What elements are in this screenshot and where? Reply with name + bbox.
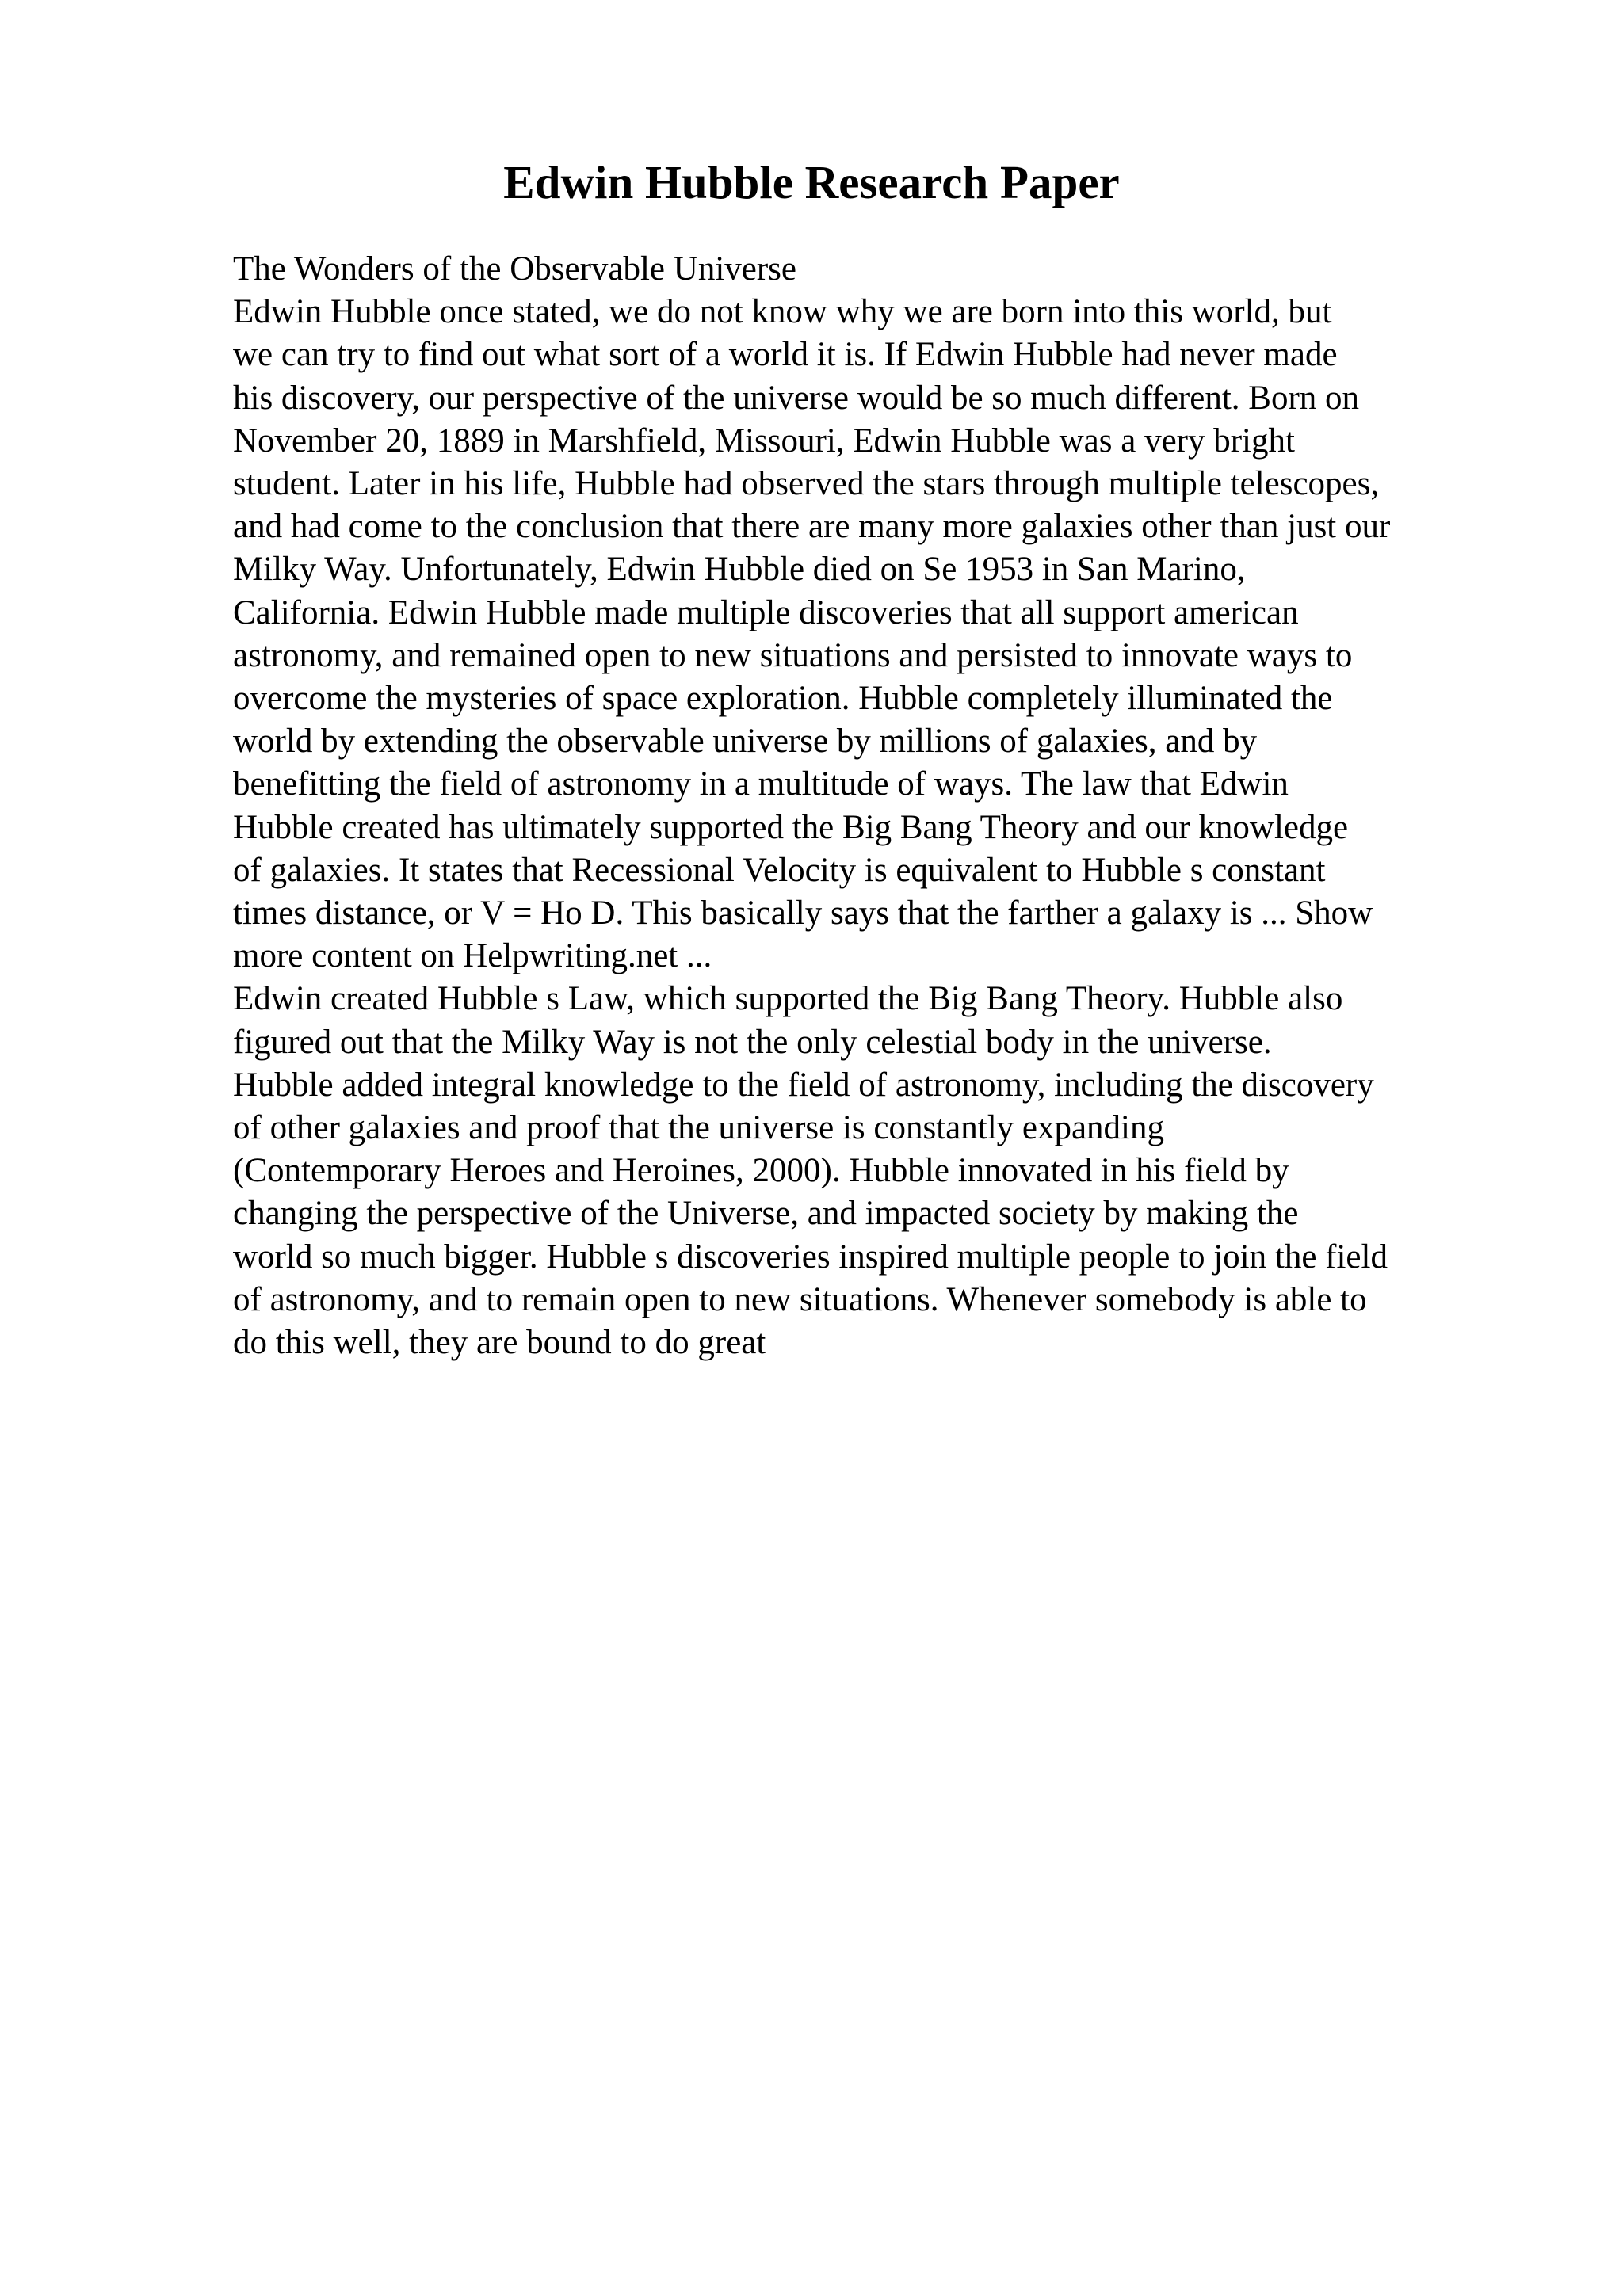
text-line: we can try to find out what sort of a world it is. If Edwin Hubble had never made (233, 336, 1338, 374)
text-line: of astronomy, and to remain open to new situations. Whenever somebody is able to (233, 1280, 1367, 1318)
text-line: benefitting the field of astronomy in a multitude of ways. The law that Edwin (233, 765, 1289, 803)
text-line: of galaxies. It states that Recessional Velocity is equivalent to Hubble s constant (233, 851, 1326, 889)
text-line: changing the perspective of the Universe, and impacted society by making the (233, 1195, 1299, 1233)
text-line: Edwin Hubble once stated, we do not know why we are born into this world, but (233, 293, 1332, 331)
text-line: world so much bigger. Hubble s discoveries inspired multiple people to join the field (233, 1238, 1388, 1276)
body-text (233, 248, 1517, 1364)
text-line: student. Later in his life, Hubble had observed the stars through multiple telescopes, (233, 465, 1380, 503)
text-line: Edwin created Hubble s Law, which supported the Big Bang Theory. Hubble also (233, 980, 1343, 1018)
text-line: The Wonders of the Observable Universe (233, 250, 796, 288)
text-line: Milky Way. Unfortunately, Edwin Hubble died on Se 1953 in San Marino, (233, 551, 1246, 589)
text-line: Hubble added integral knowledge to the field of astronomy, including the discovery (233, 1066, 1374, 1104)
text-line: (Contemporary Heroes and Heroines, 2000). Hubble innovated in his field by (233, 1152, 1289, 1190)
text-line: and had come to the conclusion that there are many more galaxies other than just our (233, 508, 1391, 546)
text-line: Hubble created has ultimately supported the Big Bang Theory and our knowledge (233, 808, 1349, 846)
text-line: overcome the mysteries of space exploration. Hubble completely illuminated the (233, 680, 1333, 718)
text-line: astronomy, and remained open to new situations and persisted to innovate ways to (233, 636, 1353, 674)
text-line: world by extending the observable universe by millions of galaxies, and by (233, 723, 1258, 761)
page-title: Edwin Hubble Research Paper (503, 156, 1120, 208)
text-line: do this well, they are bound to do great (233, 1324, 766, 1362)
text-line: California. Edwin Hubble made multiple discoveries that all support american (233, 593, 1299, 631)
text-line: November 20, 1889 in Marshfield, Missouri, Edwin Hubble was a very bright (233, 421, 1295, 460)
text-line: of other galaxies and proof that the universe is constantly expanding (233, 1109, 1165, 1147)
text-line: figured out that the Milky Way is not the only celestial body in the universe. (233, 1023, 1272, 1061)
text-line: more content on Helpwriting.net ... (233, 937, 712, 975)
text-line: times distance, or V = Ho D. This basically says that the farther a galaxy is ... Show (233, 894, 1373, 933)
text-line: his discovery, our perspective of the universe would be so much different. Born on (233, 379, 1360, 417)
